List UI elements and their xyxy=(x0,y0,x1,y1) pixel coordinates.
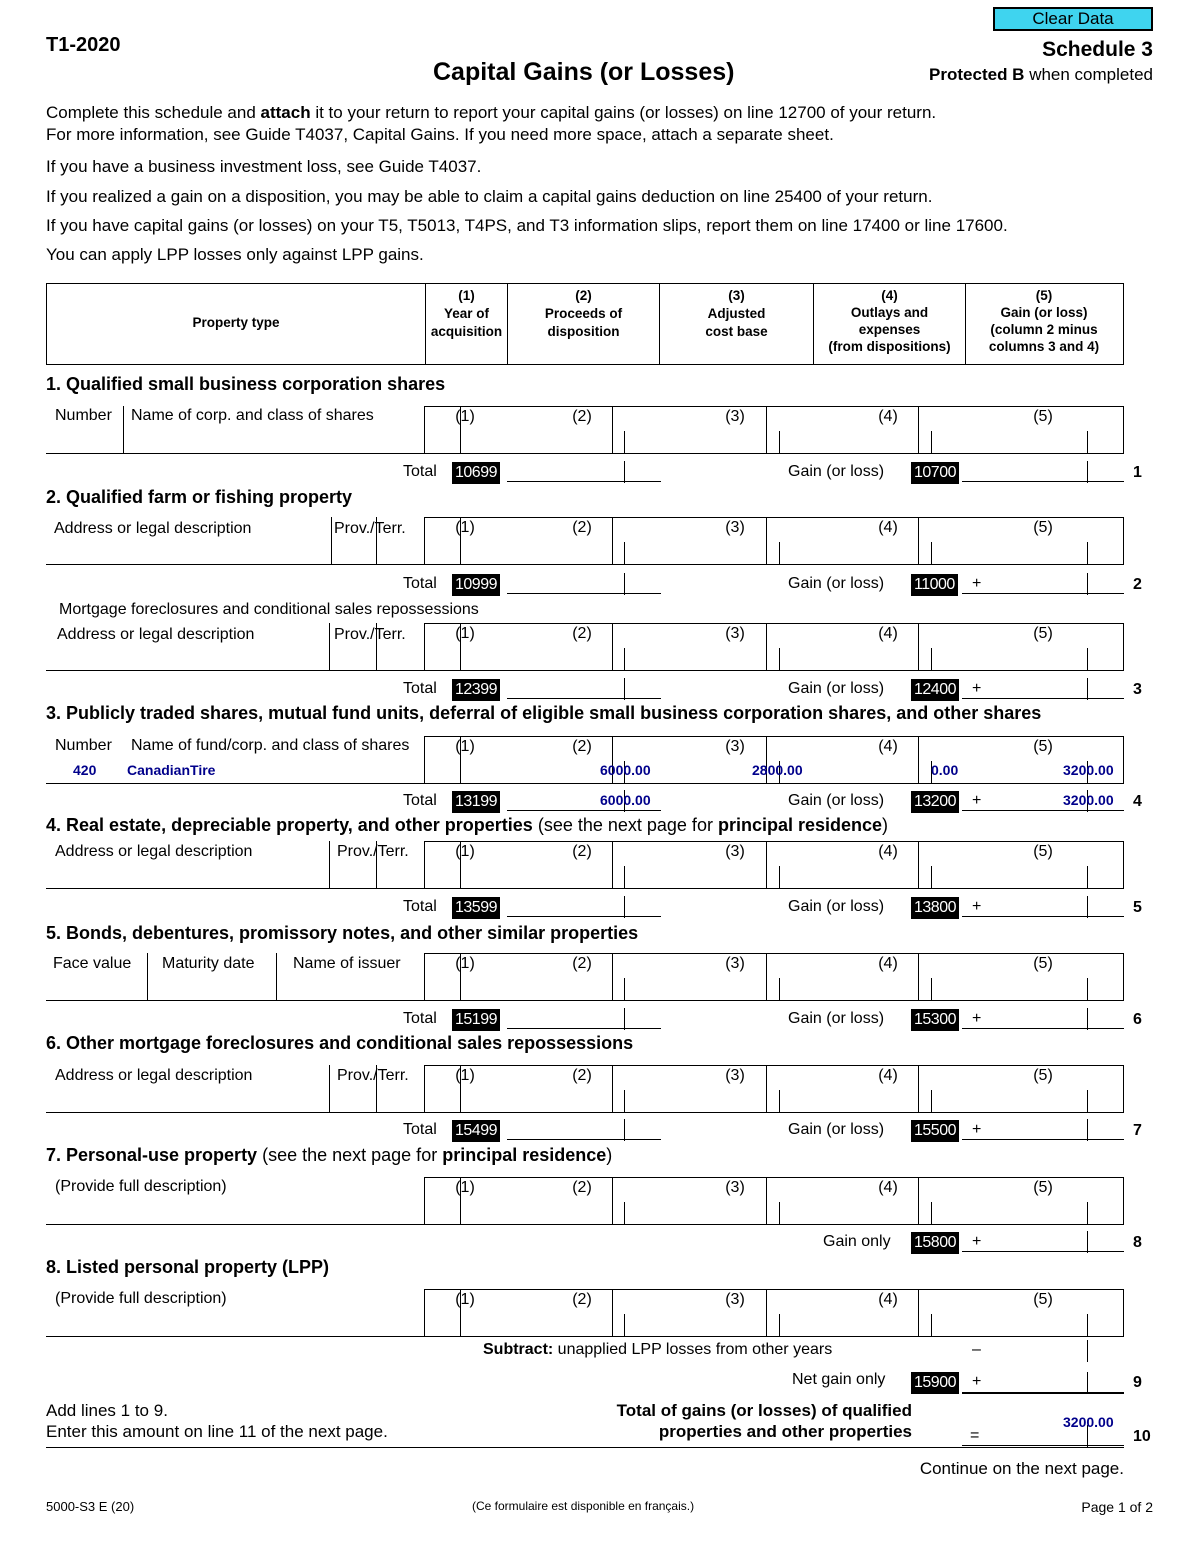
column-header-table xyxy=(46,283,1124,365)
column-divider xyxy=(918,736,919,783)
column-number-label: (2) xyxy=(572,738,592,755)
line-number: 7 xyxy=(1133,1122,1142,1139)
plus-sign: + xyxy=(972,575,982,592)
s4-prov-label: Prov./Terr. xyxy=(337,843,409,860)
footer-french: (Ce formulaire est disponible en français.) xyxy=(472,1499,695,1513)
column-number-label: (4) xyxy=(878,519,898,536)
column-number-label: (1) xyxy=(455,843,475,860)
cents-tick xyxy=(931,542,932,564)
s8-description-label: (Provide full description) xyxy=(55,1290,227,1307)
cents-tick xyxy=(779,1202,780,1224)
column-divider xyxy=(612,953,613,1000)
cents-tick xyxy=(779,648,780,670)
column-number-label: (3) xyxy=(725,843,745,860)
line-number-10: 10 xyxy=(1133,1428,1151,1445)
column-number-label: (3) xyxy=(725,1179,745,1196)
section-2-title: 2. Qualified farm or fishing property xyxy=(46,487,353,507)
gain-label: Gain (or loss) xyxy=(788,575,885,592)
entry-grid-s2b[interactable] xyxy=(424,623,1124,671)
cents-tick xyxy=(931,1090,932,1112)
column-number-label: (4) xyxy=(878,955,898,972)
column-divider xyxy=(612,406,613,453)
column-divider xyxy=(612,623,613,670)
entry-grid-s5[interactable] xyxy=(424,953,1124,1001)
total-code-s4: 13599 xyxy=(452,897,500,919)
intro-line-3: If you have a business investment loss, see Guide T4037. xyxy=(46,157,482,176)
line-number: 5 xyxy=(1133,899,1142,916)
section-6-title: 6. Other mortgage foreclosures and conditional sales repossessions xyxy=(46,1033,634,1053)
gain-code-s5: 15300 xyxy=(911,1009,959,1031)
column-divider xyxy=(918,953,919,1000)
plus-sign: + xyxy=(972,1121,982,1138)
total-code-s3: 13199 xyxy=(452,791,500,813)
column-number-label: (5) xyxy=(1033,1291,1053,1308)
gain-cents-tick xyxy=(1087,896,1088,918)
column-divider xyxy=(918,1065,919,1112)
column-number-label: (3) xyxy=(725,738,745,755)
total-code-s2b: 12399 xyxy=(452,679,500,701)
total-field-s6[interactable] xyxy=(507,1119,661,1140)
column-number-label: (2) xyxy=(572,955,592,972)
section-1-title: 1. Qualified small business corporation shares xyxy=(46,374,446,394)
column-number-label: (4) xyxy=(878,625,898,642)
s3-total-gain-value[interactable]: 3200.00 xyxy=(1063,792,1114,808)
s1-name-label: Name of corp. and class of shares xyxy=(131,407,374,424)
gain-field-s4[interactable] xyxy=(962,896,1124,917)
cents-tick xyxy=(1087,431,1088,453)
column-number-label: (4) xyxy=(878,1179,898,1196)
s3-proceeds-value[interactable]: 6000.00 xyxy=(600,762,651,778)
plus-sign: + xyxy=(972,1233,982,1250)
enter-amount-text: Enter this amount on line 11 of the next page. xyxy=(46,1422,388,1441)
gain-label: Gain (or loss) xyxy=(788,1010,885,1027)
column-number-label: (1) xyxy=(455,625,475,642)
column-number-label: (1) xyxy=(455,519,475,536)
column-divider xyxy=(766,953,767,1000)
column-divider xyxy=(918,1289,919,1336)
s2b-prov-label: Prov./Terr. xyxy=(334,626,406,643)
column-number-label: (5) xyxy=(1033,955,1053,972)
column-divider xyxy=(766,623,767,670)
line-number: 4 xyxy=(1133,793,1142,810)
header-col-1: (1) Year of acquisition xyxy=(425,284,507,364)
cents-tick xyxy=(931,1314,932,1336)
total-label: Total xyxy=(403,680,437,697)
line-number: 1 xyxy=(1133,464,1142,481)
total-cents-tick xyxy=(624,573,625,595)
total-code-s2: 10999 xyxy=(452,574,500,596)
cents-tick xyxy=(1087,978,1088,1000)
column-divider xyxy=(766,1289,767,1336)
column-number-label: (4) xyxy=(878,1291,898,1308)
s2-address-label: Address or legal description xyxy=(54,520,252,537)
column-number-label: (3) xyxy=(725,519,745,536)
gain-code-s6: 15500 xyxy=(911,1120,959,1142)
total-cents-tick xyxy=(624,1119,625,1141)
total-label: Total xyxy=(403,463,437,480)
clear-data-button[interactable]: Clear Data xyxy=(993,7,1153,31)
field-divider xyxy=(329,1065,330,1112)
gain-code-s7: 15800 xyxy=(911,1232,959,1254)
line-number: 2 xyxy=(1133,576,1142,593)
field-divider xyxy=(147,953,148,1000)
gain-cents-tick xyxy=(1087,573,1088,595)
column-number-label: (2) xyxy=(572,519,592,536)
header-col-4: (4) Outlays and expenses (from dispositions) xyxy=(813,284,965,364)
cents-tick xyxy=(779,978,780,1000)
column-divider xyxy=(612,1289,613,1336)
net-gain-plus: + xyxy=(972,1373,982,1390)
s3-name-value[interactable]: CanadianTire xyxy=(127,762,216,778)
gain-cents-tick xyxy=(1087,678,1088,700)
column-number-label: (1) xyxy=(455,1067,475,1084)
column-number-label: (2) xyxy=(572,1291,592,1308)
column-divider xyxy=(766,1177,767,1224)
cents-tick xyxy=(624,1314,625,1336)
line-number: 8 xyxy=(1133,1234,1142,1251)
net-gain-code: 15900 xyxy=(911,1372,959,1394)
plus-sign: + xyxy=(972,898,982,915)
total-gains-label-1: Total of gains (or losses) of qualified xyxy=(616,1401,912,1420)
s1-number-label: Number xyxy=(55,407,112,424)
column-number-label: (1) xyxy=(455,738,475,755)
cents-tick xyxy=(624,978,625,1000)
protected-label: Protected B when completed xyxy=(929,65,1153,84)
cents-tick xyxy=(624,431,625,453)
total-field-s4[interactable] xyxy=(507,896,661,917)
cents-tick xyxy=(624,1090,625,1112)
total-cents-tick xyxy=(624,1008,625,1030)
gain-label: Gain (or loss) xyxy=(788,463,885,480)
s5-issuer-label: Name of issuer xyxy=(293,955,401,972)
gain-field-s2b[interactable] xyxy=(962,678,1124,699)
cents-tick xyxy=(779,431,780,453)
field-divider xyxy=(329,841,330,888)
footer-form-code: 5000-S3 E (20) xyxy=(46,1499,135,1514)
column-number-label: (1) xyxy=(455,408,475,425)
form-id: T1-2020 xyxy=(46,34,121,56)
net-gain-label: Net gain only xyxy=(792,1371,886,1388)
entry-grid-s8[interactable] xyxy=(424,1289,1124,1337)
line-number: 3 xyxy=(1133,681,1142,698)
s6-prov-label: Prov./Terr. xyxy=(337,1067,409,1084)
column-divider xyxy=(612,517,613,564)
gain-cents-tick xyxy=(1087,461,1088,483)
s2b-title: Mortgage foreclosures and conditional sales repossessions xyxy=(59,601,479,618)
entry-grid-s1[interactable] xyxy=(424,406,1124,454)
intro-line-5: If you have capital gains (or losses) on your T5, T5013, T4PS, and T3 information slips, report them on line 17400 or line 17600. xyxy=(46,216,1008,235)
cents-tick xyxy=(624,866,625,888)
cents-tick xyxy=(1087,1202,1088,1224)
entry-grid-s4[interactable] xyxy=(424,841,1124,889)
header-col-2: (2) Proceeds of disposition xyxy=(507,284,659,364)
total-field-s2b[interactable] xyxy=(507,678,661,699)
column-number-label: (2) xyxy=(572,843,592,860)
column-number-label: (3) xyxy=(725,625,745,642)
column-number-label: (1) xyxy=(455,955,475,972)
column-divider xyxy=(766,1065,767,1112)
gain-field-s7[interactable] xyxy=(962,1231,1124,1252)
column-divider xyxy=(766,517,767,564)
line-number: 6 xyxy=(1133,1011,1142,1028)
lpp-losses-tick xyxy=(1087,1340,1088,1362)
total-label: Total xyxy=(403,575,437,592)
cents-tick xyxy=(624,1202,625,1224)
column-number-label: (2) xyxy=(572,1067,592,1084)
cents-tick xyxy=(1087,648,1088,670)
intro-line-6: You can apply LPP losses only against LPP gains. xyxy=(46,245,424,264)
total-field-s2[interactable] xyxy=(507,573,661,594)
column-number-label: (3) xyxy=(725,955,745,972)
column-number-label: (2) xyxy=(572,408,592,425)
cents-tick xyxy=(931,978,932,1000)
column-number-label: (3) xyxy=(725,1067,745,1084)
gain-code-s4: 13800 xyxy=(911,897,959,919)
s4-address-label: Address or legal description xyxy=(55,843,253,860)
cents-tick xyxy=(779,1314,780,1336)
gain-label: Gain (or loss) xyxy=(788,792,885,809)
s2b-address-label: Address or legal description xyxy=(57,626,255,643)
gain-code-s3: 13200 xyxy=(911,791,959,813)
gain-code-s2b: 12400 xyxy=(911,679,959,701)
gain-field-s5[interactable] xyxy=(962,1008,1124,1029)
field-divider xyxy=(276,953,277,1000)
gain-cents-tick xyxy=(1087,1231,1088,1253)
final-rule xyxy=(46,1447,1124,1448)
total-cents-tick xyxy=(624,896,625,918)
total-code-s5: 15199 xyxy=(452,1009,500,1031)
total-field-s1[interactable] xyxy=(507,461,661,482)
s3-total-proceeds-value[interactable]: 6000.00 xyxy=(600,792,651,808)
gain-label: Gain only xyxy=(823,1233,891,1250)
intro-line-1: Complete this schedule and attach it to your return to report your capital gains (or losses) on line 12700 of your return. xyxy=(46,103,937,122)
total-code-s1: 10699 xyxy=(452,462,500,484)
lpp-losses-field[interactable] xyxy=(962,1344,1124,1364)
header-property-type: Property type xyxy=(192,315,280,330)
cents-tick xyxy=(779,866,780,888)
s3-gain-value[interactable]: 3200.00 xyxy=(1063,762,1114,778)
total-gains-label-2: properties and other properties xyxy=(658,1422,912,1441)
footer-page: Page 1 of 2 xyxy=(1081,1499,1153,1515)
column-number-label: (5) xyxy=(1033,843,1053,860)
s5-face-label: Face value xyxy=(53,955,132,972)
cents-tick xyxy=(779,542,780,564)
section-3-title: 3. Publicly traded shares, mutual fund units, deferral of eligible small business corporation shares, and other shares xyxy=(46,703,1042,723)
subtract-sign: – xyxy=(972,1341,981,1358)
column-number-label: (5) xyxy=(1033,408,1053,425)
total-field-s5[interactable] xyxy=(507,1008,661,1029)
header-col-3: (3) Adjusted cost base xyxy=(659,284,813,364)
line-number-9: 9 xyxy=(1133,1374,1142,1391)
plus-sign: + xyxy=(972,1010,982,1027)
s6-address-label: Address or legal description xyxy=(55,1067,253,1084)
entry-grid-s7[interactable] xyxy=(424,1177,1124,1225)
add-lines-text: Add lines 1 to 9. xyxy=(46,1401,168,1420)
section-8-title: 8. Listed personal property (LPP) xyxy=(46,1257,330,1277)
column-divider xyxy=(766,841,767,888)
section-4-title: 4. Real estate, depreciable property, and other properties (see the next page for principal residence) xyxy=(46,815,889,835)
total-equals: = xyxy=(970,1427,980,1444)
column-number-label: (5) xyxy=(1033,625,1053,642)
cents-tick xyxy=(1087,1314,1088,1336)
gain-cents-tick xyxy=(1087,1119,1088,1141)
total-label: Total xyxy=(403,898,437,915)
field-divider xyxy=(123,406,124,453)
net-gain-tick xyxy=(1087,1372,1088,1394)
column-divider xyxy=(612,841,613,888)
s3-outlays-value[interactable]: 0.00 xyxy=(931,762,959,778)
cents-tick xyxy=(931,648,932,670)
cents-tick xyxy=(624,648,625,670)
continue-text: Continue on the next page. xyxy=(919,1459,1124,1478)
total-label: Total xyxy=(403,792,437,809)
cents-tick xyxy=(931,1202,932,1224)
section-7-title: 7. Personal-use property (see the next page for principal residence) xyxy=(46,1145,613,1165)
column-divider xyxy=(612,1177,613,1224)
gain-code-s1: 10700 xyxy=(911,462,959,484)
column-number-label: (4) xyxy=(878,1067,898,1084)
total-label: Total xyxy=(403,1010,437,1027)
column-divider xyxy=(918,406,919,453)
column-number-label: (4) xyxy=(878,408,898,425)
gain-field-s2[interactable] xyxy=(962,573,1124,594)
total-cents-tick xyxy=(624,461,625,483)
cents-tick xyxy=(624,542,625,564)
s3-name-label: Name of fund/corp. and class of shares xyxy=(131,737,410,754)
gain-code-s2: 11000 xyxy=(911,574,958,596)
column-divider xyxy=(918,841,919,888)
gain-label: Gain (or loss) xyxy=(788,1121,885,1138)
column-divider xyxy=(766,406,767,453)
field-divider xyxy=(329,623,330,670)
gain-cents-tick xyxy=(1087,1008,1088,1030)
column-number-label: (4) xyxy=(878,738,898,755)
net-gain-field[interactable] xyxy=(962,1372,1124,1394)
plus-sign: + xyxy=(972,792,982,809)
column-divider xyxy=(612,1065,613,1112)
cents-tick xyxy=(1087,1090,1088,1112)
column-number-label: (2) xyxy=(572,1179,592,1196)
cents-tick xyxy=(1087,542,1088,564)
column-number-label: (5) xyxy=(1033,738,1053,755)
entry-grid-s6[interactable] xyxy=(424,1065,1124,1113)
column-number-label: (5) xyxy=(1033,1067,1053,1084)
s7-description-label: (Provide full description) xyxy=(55,1178,227,1195)
schedule-label: Schedule 3 xyxy=(1042,38,1153,61)
s3-number-label: Number xyxy=(55,737,112,754)
subtract-label: Subtract: unapplied LPP losses from other years xyxy=(483,1341,833,1358)
total-gains-value[interactable]: 3200.00 xyxy=(1063,1414,1114,1430)
cents-tick xyxy=(931,431,932,453)
plus-sign: + xyxy=(972,680,982,697)
page-title: Capital Gains (or Losses) xyxy=(433,58,735,86)
cents-tick xyxy=(931,866,932,888)
s2-prov-label: Prov./Terr. xyxy=(334,520,406,537)
column-divider xyxy=(918,1177,919,1224)
column-number-label: (3) xyxy=(725,408,745,425)
intro-line-4: If you realized a gain on a disposition, you may be able to claim a capital gains deduction on line 25400 of your return. xyxy=(46,187,933,206)
s3-acb-value[interactable]: 2800.00 xyxy=(752,762,803,778)
total-code-s6: 15499 xyxy=(452,1120,500,1142)
column-number-label: (1) xyxy=(455,1179,475,1196)
column-number-label: (4) xyxy=(878,843,898,860)
section-5-title: 5. Bonds, debentures, promissory notes, and other similar properties xyxy=(46,923,639,943)
s3-number-value[interactable]: 420 xyxy=(73,762,97,778)
column-number-label: (2) xyxy=(572,625,592,642)
column-number-label: (5) xyxy=(1033,1179,1053,1196)
s5-maturity-label: Maturity date xyxy=(162,955,255,972)
column-number-label: (5) xyxy=(1033,519,1053,536)
column-divider xyxy=(918,517,919,564)
total-cents-tick xyxy=(624,678,625,700)
total-label: Total xyxy=(403,1121,437,1138)
gain-field-s1[interactable] xyxy=(962,461,1124,482)
cents-tick xyxy=(779,1090,780,1112)
gain-label: Gain (or loss) xyxy=(788,898,885,915)
column-number-label: (3) xyxy=(725,1291,745,1308)
gain-field-s6[interactable] xyxy=(962,1119,1124,1140)
intro-line-2: For more information, see Guide T4037, Capital Gains. If you need more space, attach a separate sheet. xyxy=(46,125,834,144)
entry-grid-s2[interactable] xyxy=(424,517,1124,565)
column-number-label: (1) xyxy=(455,1291,475,1308)
gain-label: Gain (or loss) xyxy=(788,680,885,697)
field-divider xyxy=(331,517,332,564)
column-divider xyxy=(918,623,919,670)
cents-tick xyxy=(1087,866,1088,888)
header-col-5: (5) Gain (or loss) (column 2 minus columns 3 and 4) xyxy=(965,284,1122,364)
